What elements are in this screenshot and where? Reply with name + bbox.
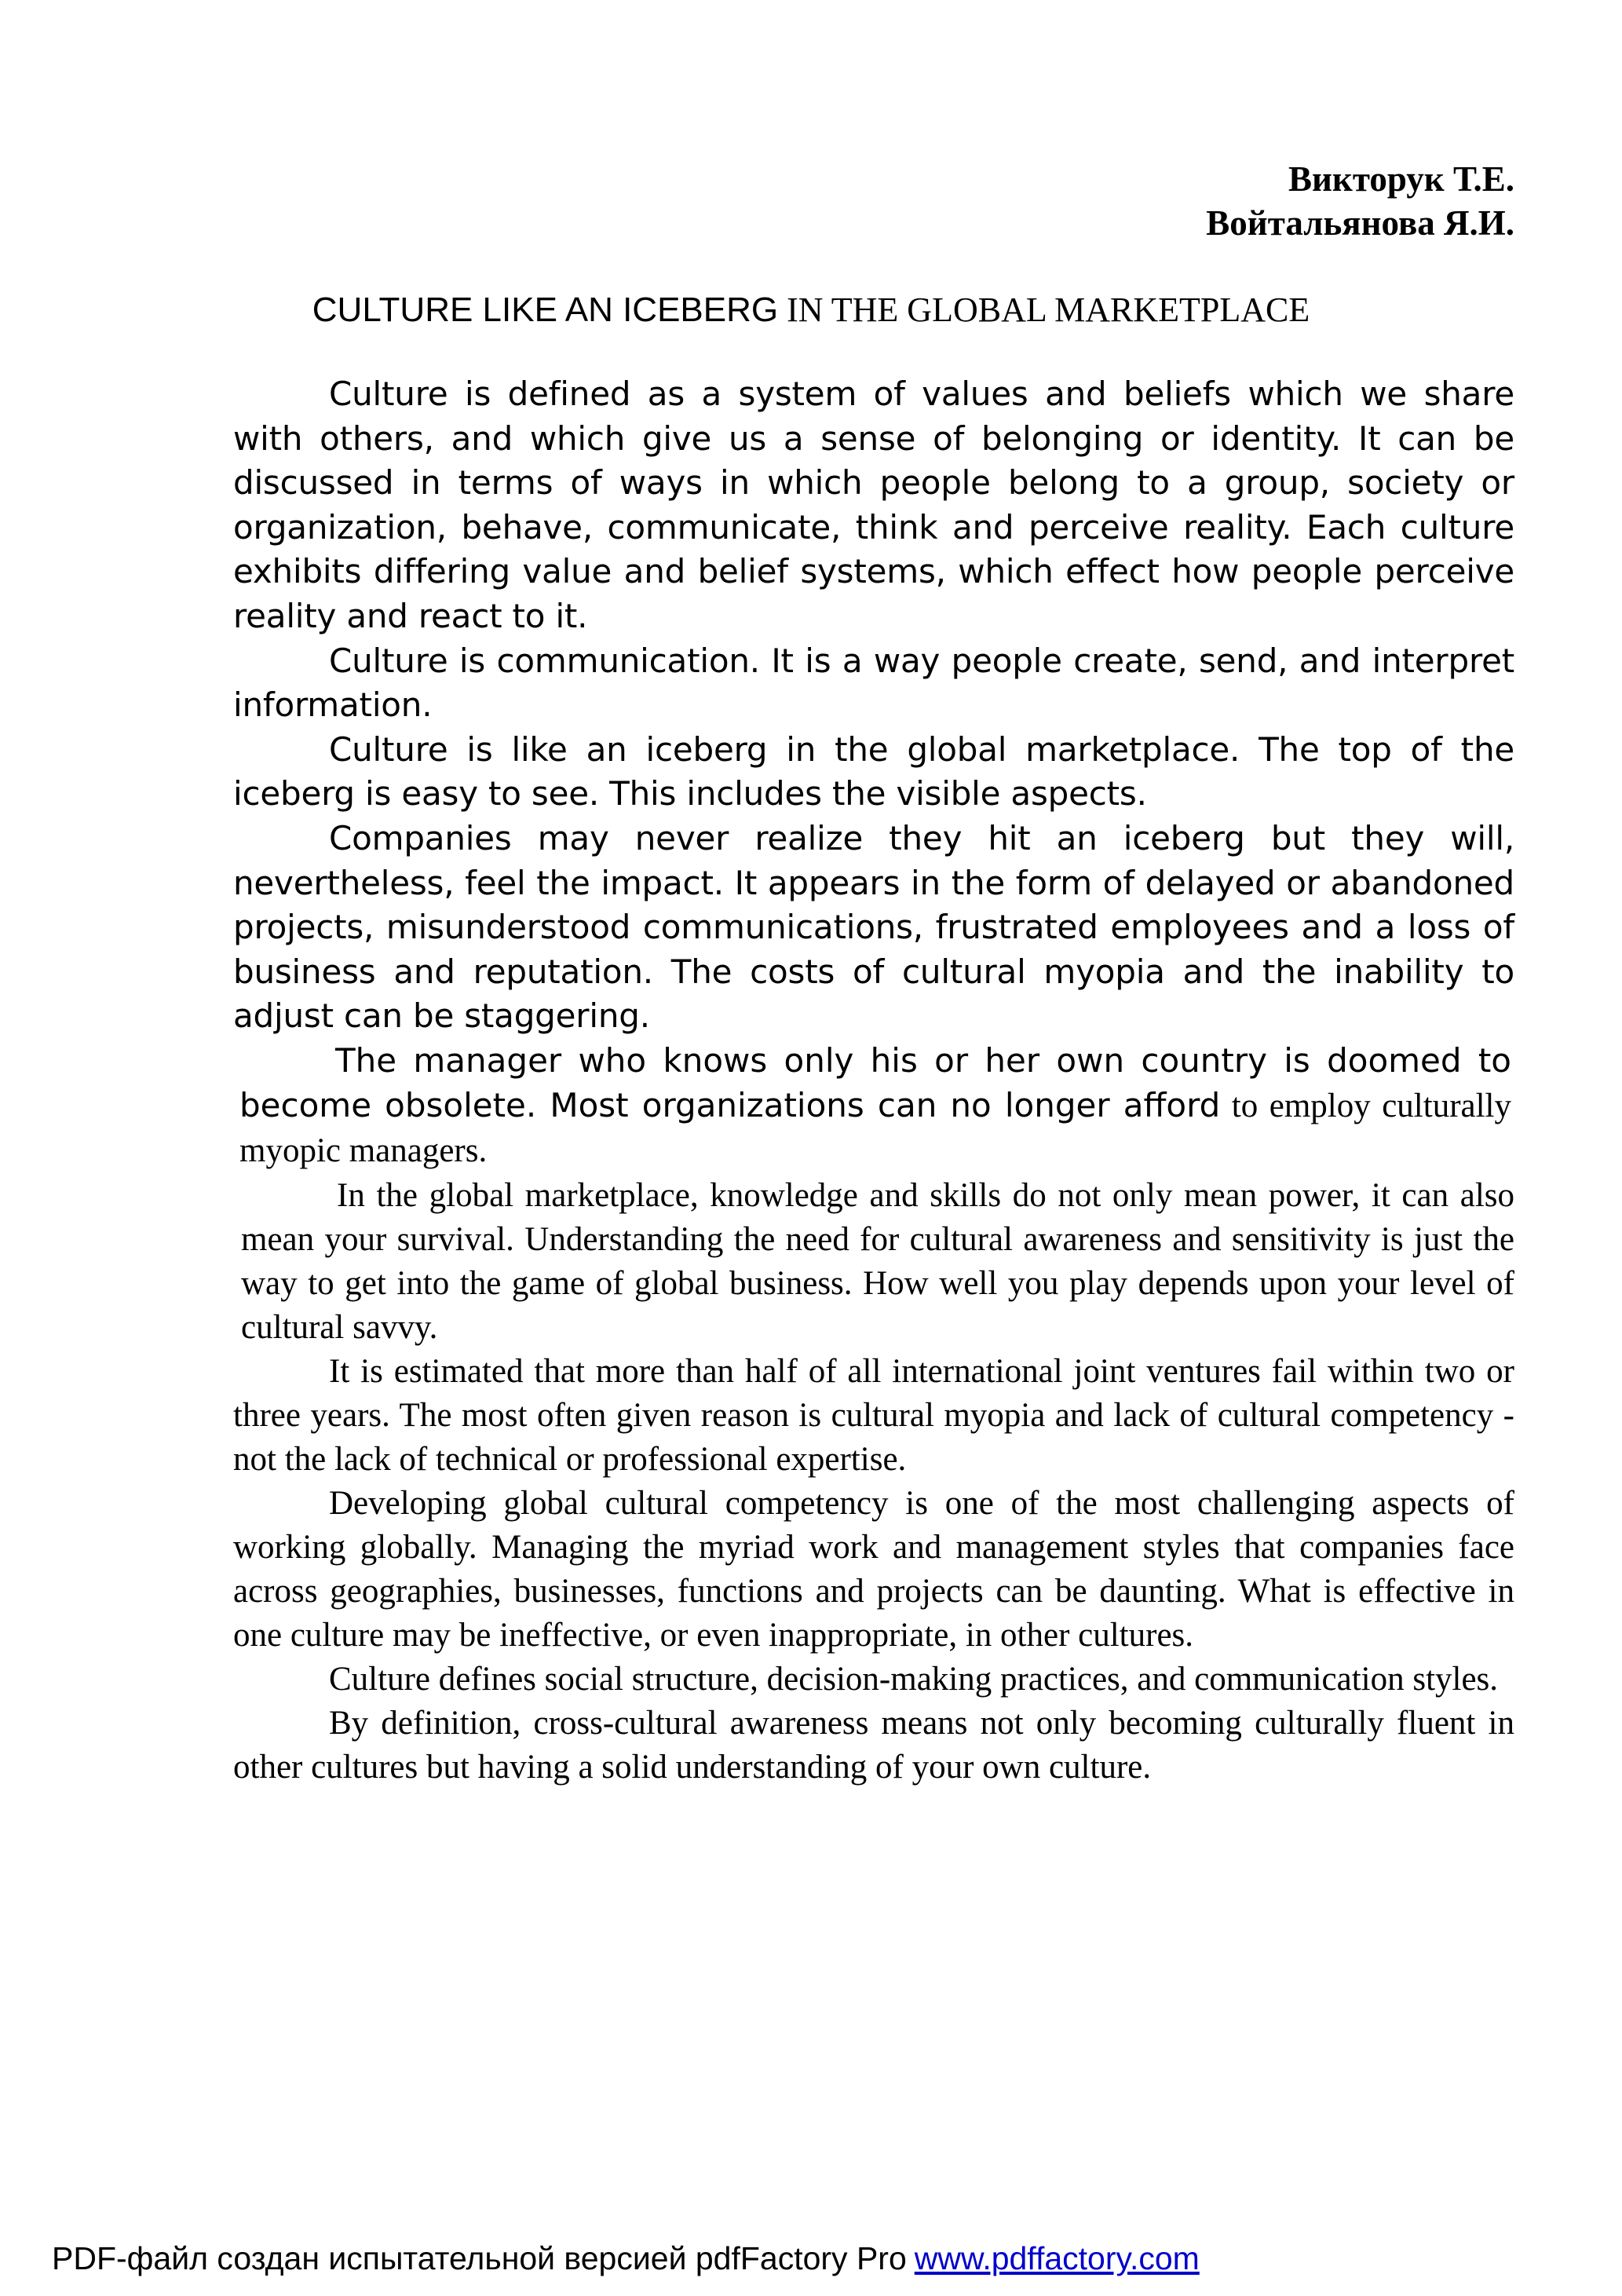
title-part: IN THE GLOBAL MARKETPLACE [778,291,1310,329]
paragraph: Developing global cultural competency is one of the most challenging aspects of working globally. Managing the myriad work and management styles that companies face across geographies, businesses, functions and projects can be daunting. What is effective in one culture may be ineffective, or even inappropriate, in other cultures. [233,1484,1514,1654]
document-body [233,372,1514,1790]
paragraph-text: The manager who knows only his or her own country is doomed to become obsolete. Most organizations can no longer afford [239,1040,1511,1124]
footer-link[interactable]: www.pdffactory.com [914,2240,1200,2276]
paragraph: Culture is communication. It is a way people create, send, and interpret information. [233,641,1514,725]
author-name: Войтальянова Я.И. [1206,203,1514,243]
document-title [0,289,1622,331]
paragraph: Culture is like an iceberg in the global marketplace. The top of the iceberg is easy to see. This includes the visible aspects. [233,729,1514,813]
paragraph: By definition, cross-cultural awareness means not only becoming culturally fluent in other cultures but having a solid understanding of your own culture. [233,1704,1514,1786]
paragraph: Culture defines social structure, decision-making practices, and communication styles. [329,1660,1499,1698]
title-part: CULTURE LIKE AN ICEBERG [312,291,779,329]
footer-text: PDF-файл создан испытательной версией pdfFactory Pro [52,2240,907,2276]
paragraph: It is estimated that more than half of all international joint ventures fail within two or three years. The most often given reason is cultural myopia and lack of cultural competency - not the lack of technical or professional expertise. [233,1352,1514,1478]
authors-block [1206,157,1514,245]
paragraph: Culture is defined as a system of values and beliefs which we share with others, and which give us a sense of belonging or identity. It can be discussed in terms of ways in which people belong to a group, society or organization, behave, communicate, think and perceive reality. Each culture exhibits differing value and belief systems, which effect how people perceive reality and react to it. [233,375,1514,635]
paragraph [239,1039,1511,1174]
paragraph: In the global marketplace, knowledge and skills do not only mean power, it can also mean your survival. Understanding the need for cultural awareness and sensitivity is just the way to get into the game of global business. How well you play depends upon your level of cultural savvy. [241,1176,1514,1346]
author-name: Викторук Т.Е. [1288,159,1514,199]
pdf-footer [52,2239,1200,2277]
paragraph-text: to employ culturally myopic managers. [239,1087,1512,1170]
paragraph: Companies may never realize they hit an iceberg but they will, nevertheless, feel the impact. It appears in the form of delayed or abandoned projects, misunderstood communications, frustrated employees and a loss of business and reputation. The costs of cultural myopia and the inability to adjust can be staggering. [233,818,1514,1036]
